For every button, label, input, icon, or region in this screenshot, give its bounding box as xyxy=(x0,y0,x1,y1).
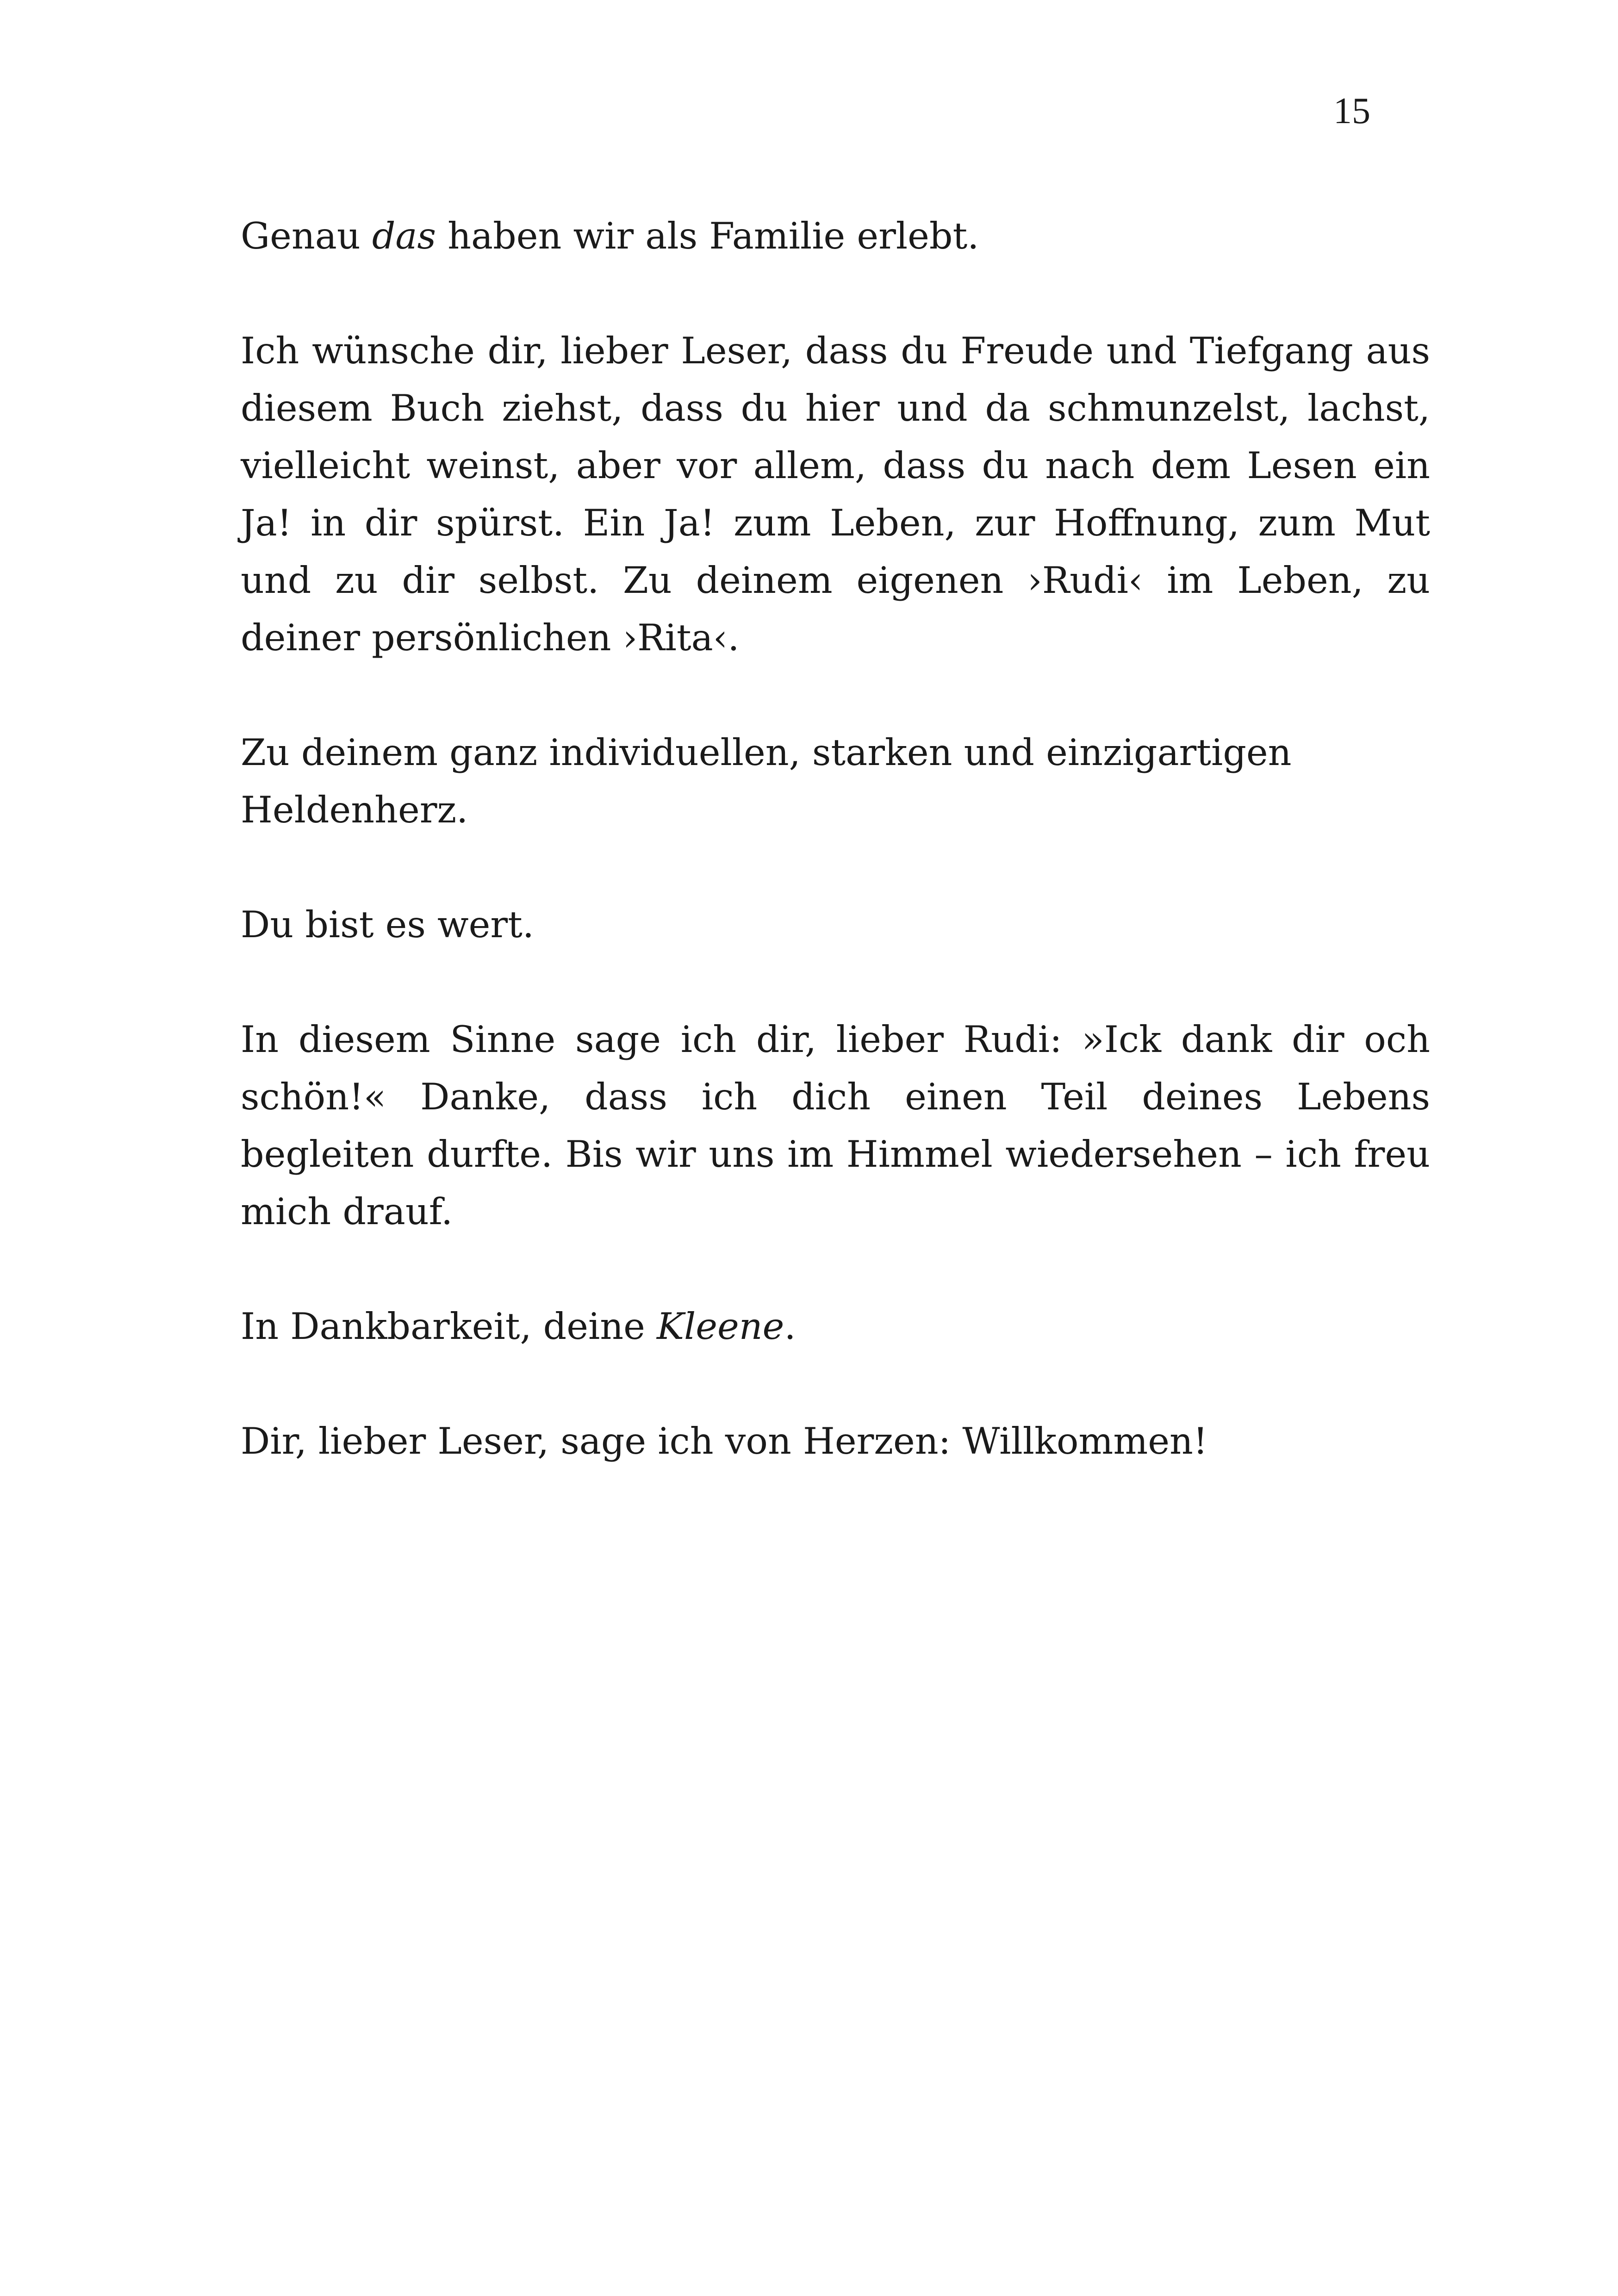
paragraph-1-end: haben wir als Familie erlebt. xyxy=(436,215,979,257)
page-number: 15 xyxy=(1333,91,1370,131)
paragraph-1 xyxy=(241,207,1430,265)
paragraph-7: Dir, lieber Leser, sage ich von Herzen: Willkommen! xyxy=(241,1420,1208,1462)
paragraph-4: Du bist es wert. xyxy=(241,903,534,946)
emphasis-das: das xyxy=(372,215,436,257)
paragraph-6 xyxy=(241,1298,1430,1355)
paragraph-6-start: In Dankbarkeit, deine xyxy=(241,1305,657,1348)
paragraph-5: In diesem Sinne sage ich dir, lieber Rudi: »Ick dank dir och schön!« Danke, dass ich dich einen Teil deines Lebens begleiten durfte. Bis wir uns im Himmel wiedersehen – ich freu mich drauf. xyxy=(241,1018,1430,1233)
paragraph-6-end: . xyxy=(784,1305,796,1348)
paragraph-2: Ich wünsche dir, lieber Leser, dass du Freude und Tiefgang aus diesem Buch ziehst, dass du hier und da schmunzelst, lachst, vielleicht weinst, aber vor allem, dass du nach dem Lesen ein Ja! in dir spürst. Ein Ja! zum Leben, zur Hoffnung, zum Mut und zu dir selbst. Zu deinem eigenen ›Rudi‹ im Leben, zu deiner persönlichen ›Rita‹. xyxy=(241,330,1430,659)
paragraph-3: Zu deinem ganz individuellen, starken und einzigartigen Heldenherz. xyxy=(241,731,1292,831)
emphasis-kleene: Kleene xyxy=(657,1305,784,1348)
paragraph-1-start: Genau xyxy=(241,215,372,257)
body-text xyxy=(241,207,1430,1527)
